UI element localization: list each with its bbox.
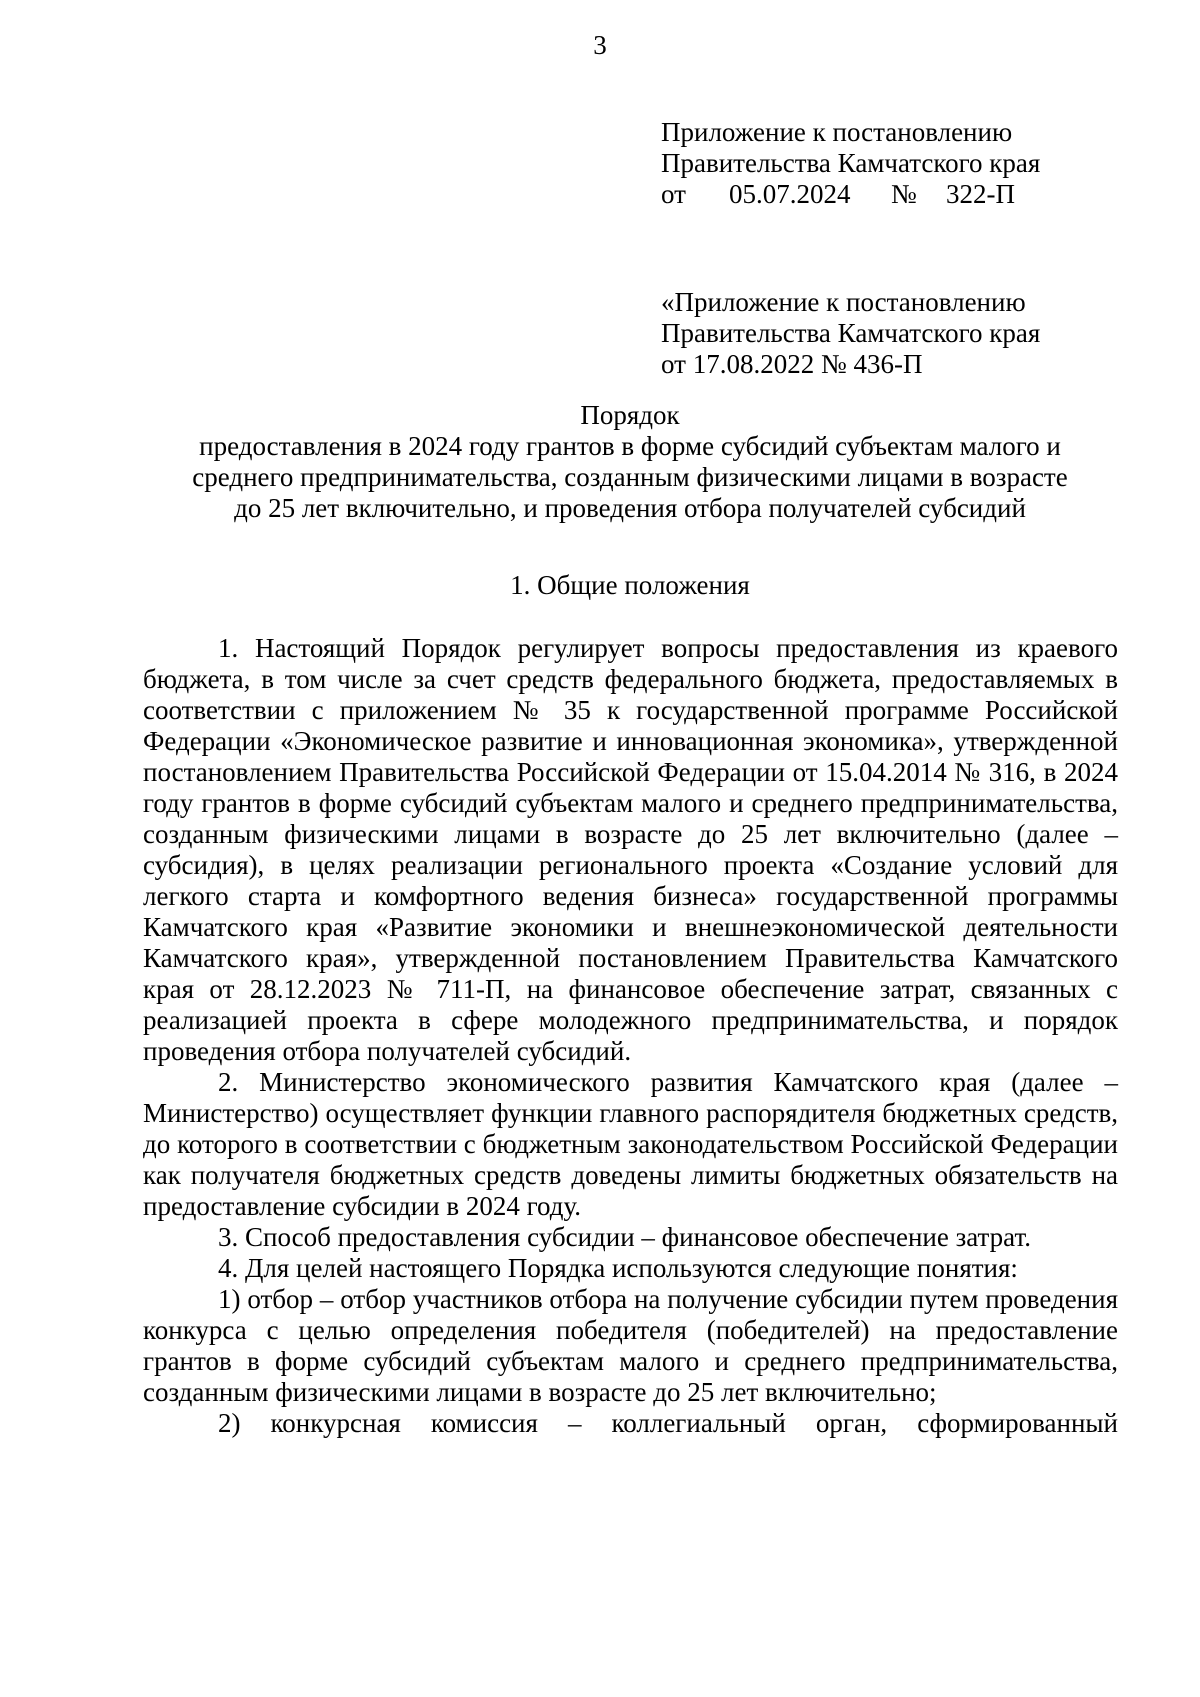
paragraph: 3. Способ предоставления субсидии – финансовое обеспечение затрат. — [218, 1222, 1031, 1252]
paragraph: 1) отбор – отбор участников отбора на получение субсидии путем проведения конкурса с целью определения победителя (победителей) на предоставление грантов в форме субсидий субъектам малого и среднего предпринимательства, созданным физическими лицами в возрасте до 25 лет включительно; — [143, 1284, 1118, 1407]
attachment-ot: от — [661, 179, 686, 209]
document-body — [143, 633, 1118, 1439]
section-title: 1. Общие положения — [510, 570, 750, 600]
quoted-attachment-line-1: «Приложение к постановлению — [661, 287, 1026, 317]
quoted-attachment-header — [661, 287, 1040, 380]
paragraph: 2. Министерство экономического развития Камчатского края (далее – Министерство) осуществляет функции главного распорядителя бюджетных средств, до которого в соответствии с бюджетным законодательством Российской Федерации как получателя бюджетных средств доведены лимиты бюджетных обязательств на предоставление субсидии в 2024 году. — [143, 1067, 1118, 1221]
attachment-line-2: Правительства Камчатского края — [661, 148, 1041, 178]
attachment-date: 05.07.2024 — [729, 179, 851, 209]
attachment-number: 322-П — [946, 179, 1015, 209]
attachment-line-1: Приложение к постановлению — [661, 117, 1013, 147]
attachment-date-line — [661, 179, 1040, 210]
attachment-number-label: № — [891, 179, 917, 209]
paragraph: 1. Настоящий Порядок регулирует вопросы предоставления из краевого бюджета, в том числе за счет средств федерального бюджета, предоставляемых в соответствии с приложением № 35 к государственной программе Российской Федерации «Экономическое развитие и инновационная экономика», утвержденной постановлением Правительства Российской Федерации от 15.04.2014 № 316, в 2024 году грантов в форме субсидий субъектам малого и среднего предпринимательства, созданным физическими лицами в возрасте до 25 лет включительно (далее – субсидия), в целях реализации регионального проекта «Создание условий для легкого старта и комфортного ведения бизнеса» государственной программы Камчатского края «Развитие экономики и внешнеэкономической деятельности Камчатского края», утвержденной постановлением Правительства Камчатского края от 28.12.2023 № 711-П, на финансовое обеспечение затрат, связанных с реализацией проекта в сфере молодежного предпринимательства, и порядок проведения отбора получателей субсидий. — [143, 633, 1118, 1066]
title-line-2: среднего предпринимательства, созданным физическими лицами в возрасте — [192, 462, 1068, 492]
quoted-attachment-line-3: от 17.08.2022 № 436-П — [661, 349, 923, 379]
document-title — [140, 400, 1120, 524]
paragraph: 4. Для целей настоящего Порядка используются следующие понятия: — [218, 1253, 1018, 1283]
page-number: 3 — [593, 30, 607, 60]
paragraph: 2) конкурсная комиссия – коллегиальный орган, сформированный — [218, 1408, 1118, 1438]
quoted-attachment-line-2: Правительства Камчатского края — [661, 318, 1041, 348]
title-heading: Порядок — [580, 400, 680, 430]
title-line-1: предоставления в 2024 году грантов в форме субсидий субъектам малого и — [199, 431, 1061, 461]
attachment-header — [661, 117, 1040, 210]
title-line-3: до 25 лет включительно, и проведения отбора получателей субсидий — [234, 493, 1026, 523]
